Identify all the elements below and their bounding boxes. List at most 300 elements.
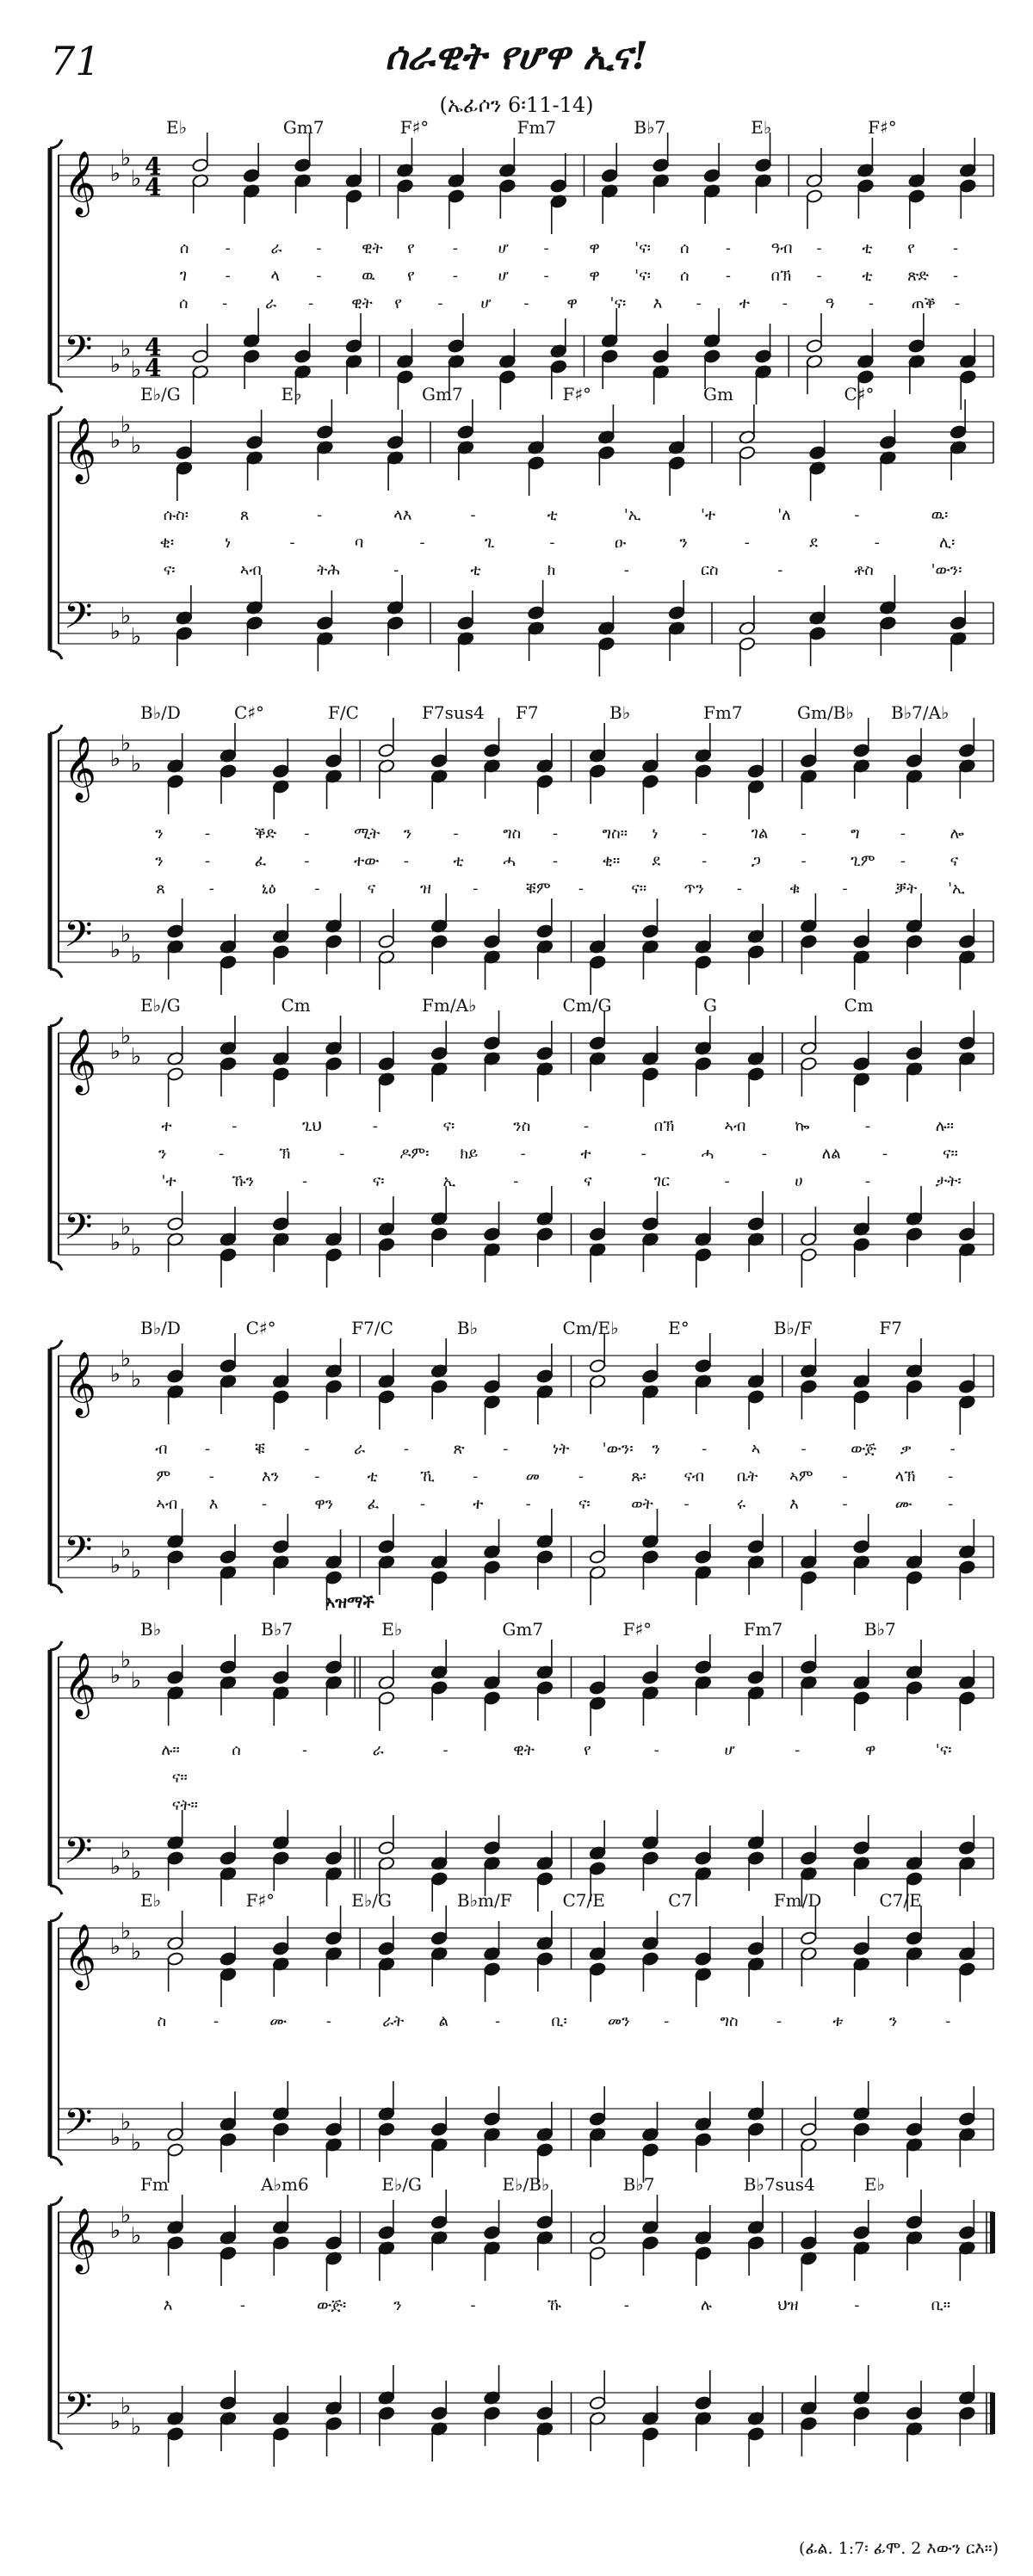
chord-symbol: C♯° bbox=[844, 384, 875, 405]
svg-text:♭: ♭ bbox=[121, 1838, 132, 1864]
lyric-syllable: - bbox=[314, 1467, 320, 1486]
lyric-syllable: ጊህ bbox=[302, 1117, 322, 1135]
lyric-syllable: - bbox=[325, 2012, 331, 2030]
chord-symbol: E° bbox=[668, 1318, 690, 1338]
svg-text:♭: ♭ bbox=[131, 1668, 142, 1694]
lyric-syllable: - bbox=[262, 1495, 268, 1513]
chord-symbol: E♭ bbox=[166, 117, 188, 138]
lyric-syllable: - bbox=[816, 267, 822, 285]
svg-text:♭: ♭ bbox=[121, 922, 132, 948]
lyric-syllable: እን bbox=[262, 1467, 280, 1486]
lyric-syllable: ቢ። bbox=[931, 2296, 951, 2314]
lyric-syllable: ና። bbox=[171, 1769, 188, 1787]
lyric-syllable: - bbox=[702, 852, 708, 870]
chord-symbol: Fm7 bbox=[516, 117, 557, 138]
lyric-syllable: ንስ bbox=[513, 1117, 531, 1135]
lyric-syllable: ነት bbox=[552, 1440, 570, 1458]
chord-symbol: F7sus4 bbox=[422, 702, 485, 723]
chord-symbol: Gm7 bbox=[422, 384, 463, 405]
chord-symbol: Cm/G bbox=[562, 995, 612, 1016]
lyric-syllable: - bbox=[725, 239, 731, 257]
lyric-syllable: - bbox=[543, 239, 549, 257]
lyric-syllable: - bbox=[289, 534, 295, 552]
lyric-syllable: የ bbox=[394, 294, 403, 312]
lyric-syllable: - bbox=[640, 1145, 646, 1163]
lyric-syllable: - bbox=[520, 1145, 526, 1163]
lyric-syllable: - bbox=[874, 534, 880, 552]
lyric-syllable: ና። bbox=[942, 1145, 958, 1163]
lyric-syllable: ዋ bbox=[589, 239, 600, 257]
lyric-syllable: ሆ bbox=[498, 267, 509, 285]
svg-text:♭: ♭ bbox=[131, 2223, 142, 2249]
chord-symbol: B♭7 bbox=[622, 2174, 655, 2195]
svg-text:♭: ♭ bbox=[121, 412, 132, 438]
lyric-syllable: ደ bbox=[809, 534, 819, 552]
svg-text:♭: ♭ bbox=[131, 357, 142, 383]
lyric-syllable: ሆ bbox=[724, 1741, 735, 1759]
svg-text:𝄞: 𝄞 bbox=[64, 1924, 96, 1988]
lyric-syllable: ጸ bbox=[239, 506, 250, 524]
svg-text:♭: ♭ bbox=[121, 2394, 132, 2419]
lyric-syllable: ዋ bbox=[589, 267, 600, 285]
lyric-syllable: - bbox=[453, 825, 459, 843]
lyric-syllable: - bbox=[525, 1495, 531, 1513]
lyric-syllable: 'ተ bbox=[701, 506, 716, 524]
svg-text:4: 4 bbox=[145, 333, 162, 361]
lyric-syllable: ፈ bbox=[367, 1495, 380, 1513]
svg-text:𝄞: 𝄞 bbox=[64, 737, 96, 800]
lyric-syllable: ዋ bbox=[566, 294, 578, 312]
lyric-syllable: 'ና፡ bbox=[935, 1741, 952, 1759]
chord-symbol: B♭/D bbox=[140, 702, 181, 723]
lyric-syllable: ኹን bbox=[232, 1172, 255, 1190]
lyric-syllable: ኢ bbox=[442, 1172, 456, 1190]
lyric-syllable: ጊም bbox=[851, 852, 875, 870]
lyric-syllable: ታት፡ bbox=[935, 1172, 962, 1190]
lyric-syllable: ጊ bbox=[484, 534, 495, 552]
score-system bbox=[43, 117, 1000, 383]
lyric-syllable: ጽ bbox=[453, 1440, 465, 1458]
chord-symbol: F7 bbox=[516, 702, 539, 723]
svg-text:♭: ♭ bbox=[121, 337, 132, 362]
score-system bbox=[43, 1890, 1000, 2156]
chord-symbol: F♯° bbox=[399, 117, 430, 138]
lyric-syllable: ቲ bbox=[470, 561, 481, 579]
chord-symbol: Gm bbox=[703, 384, 733, 405]
chord-symbol: Cm/E♭ bbox=[562, 1318, 619, 1338]
lyric-syllable: - bbox=[304, 852, 310, 870]
chord-symbol: B♭m/F bbox=[456, 1890, 512, 1911]
lyric-syllable: - bbox=[795, 1741, 801, 1759]
lyric-syllable: 'ውን፡ bbox=[602, 1440, 634, 1458]
chord-symbol: E♭ bbox=[281, 384, 302, 405]
lyric-syllable: ዊት bbox=[362, 239, 383, 257]
chord-symbol: Fm7 bbox=[703, 702, 743, 723]
lyric-syllable: - bbox=[653, 1741, 659, 1759]
lyric-syllable: የ bbox=[407, 239, 415, 257]
lyric-syllable: ቲ bbox=[367, 1467, 378, 1486]
chord-symbol: C♯° bbox=[245, 1318, 276, 1338]
svg-text:♭: ♭ bbox=[121, 2110, 132, 2135]
lyric-syllable: ዋን bbox=[314, 1495, 334, 1513]
lyric-syllable: - bbox=[702, 1440, 708, 1458]
lyric-syllable: - bbox=[473, 1467, 479, 1486]
svg-text:♭: ♭ bbox=[131, 433, 142, 459]
svg-text:♭: ♭ bbox=[131, 1235, 142, 1261]
lyric-syllable: - bbox=[949, 1440, 956, 1458]
chord-symbol: B♭/F bbox=[773, 1318, 813, 1338]
chord-symbol: B♭7sus4 bbox=[743, 2174, 815, 2195]
lyric-syllable: ዋ bbox=[865, 1741, 876, 1759]
lyric-syllable: ዝ bbox=[419, 880, 431, 898]
svg-text:♭: ♭ bbox=[110, 1039, 121, 1065]
lyric-syllable: ውጅ bbox=[851, 1440, 877, 1458]
lyric-syllable: ተ bbox=[580, 1145, 591, 1163]
lyric-syllable: - bbox=[953, 239, 959, 257]
svg-text:♭: ♭ bbox=[131, 942, 142, 968]
lyric-syllable: ሰ bbox=[179, 294, 189, 312]
lyric-syllable: እ bbox=[208, 1495, 219, 1513]
svg-text:♭: ♭ bbox=[121, 731, 132, 757]
lyric-syllable: - bbox=[623, 2296, 629, 2314]
lyric-syllable: - bbox=[664, 2012, 670, 2030]
lyric-syllable: - bbox=[225, 239, 231, 257]
lyric-syllable: - bbox=[222, 294, 228, 312]
lyric-syllable: ነ bbox=[652, 825, 659, 843]
lyric-syllable: - bbox=[776, 2012, 782, 2030]
lyric-syllable: - bbox=[452, 267, 458, 285]
lyric-syllable: - bbox=[205, 825, 211, 843]
lyric-syllable: - bbox=[801, 825, 807, 843]
svg-text:♭: ♭ bbox=[110, 1934, 121, 1960]
chord-symbol: B♭7 bbox=[863, 1619, 896, 1640]
lyric-syllable: ቤት bbox=[736, 1467, 758, 1486]
lyric-syllable: - bbox=[304, 1440, 310, 1458]
lyric-syllable: ኣብ bbox=[724, 1117, 746, 1135]
lyric-syllable: 'ለ bbox=[777, 506, 791, 524]
lyric-syllable: - bbox=[419, 1495, 426, 1513]
lyric-syllable: ኺ bbox=[419, 1467, 435, 1486]
lyric-syllable: ሉ። bbox=[935, 1117, 955, 1135]
lyric-syllable: ና bbox=[367, 880, 376, 898]
lyric-syllable: ቂ። bbox=[602, 852, 621, 870]
lyric-syllable: ቱ bbox=[832, 2012, 844, 2030]
svg-text:𝄞: 𝄞 bbox=[64, 2208, 96, 2272]
lyric-syllable: 'ና፡ bbox=[634, 239, 651, 257]
svg-text:♭: ♭ bbox=[110, 1663, 121, 1689]
score-system bbox=[43, 384, 1000, 650]
lyric-syllable: ቲ bbox=[862, 239, 873, 257]
svg-text:♭: ♭ bbox=[131, 1044, 142, 1070]
lyric-syllable: ም bbox=[156, 1467, 171, 1486]
lyric-syllable: ን bbox=[155, 852, 164, 870]
lyric-syllable: ቃ bbox=[900, 1440, 912, 1458]
svg-text:𝄢: 𝄢 bbox=[64, 328, 93, 380]
lyric-syllable: ኣብ bbox=[156, 1495, 178, 1513]
chord-symbol: F7/C bbox=[351, 1318, 393, 1338]
lyric-syllable: ን bbox=[158, 1145, 167, 1163]
chord-symbol: B♭7/A♭ bbox=[891, 702, 949, 723]
lyric-syllable: ተው bbox=[354, 852, 380, 870]
svg-text:♭: ♭ bbox=[121, 1537, 132, 1563]
svg-text:𝄞: 𝄞 bbox=[64, 151, 96, 215]
lyric-syllable: ገ bbox=[179, 267, 188, 285]
lyric-syllable: - bbox=[552, 852, 559, 870]
lyric-syllable: - bbox=[543, 267, 549, 285]
chord-symbol: Gm7 bbox=[282, 117, 325, 138]
lyric-syllable: ገር bbox=[653, 1172, 670, 1190]
lyric-syllable: 'ተ bbox=[161, 1172, 176, 1190]
lyric-syllable: ተ bbox=[739, 294, 750, 312]
chord-symbol: Fm/D bbox=[773, 1890, 822, 1911]
lyric-syllable: ን bbox=[888, 2012, 898, 2030]
lyric-syllable: ሆ bbox=[480, 294, 492, 312]
lyric-syllable: እ bbox=[653, 294, 663, 312]
lyric-syllable: - bbox=[578, 880, 584, 898]
svg-text:♭: ♭ bbox=[131, 751, 142, 777]
lyric-syllable: - bbox=[724, 1172, 730, 1190]
lyric-syllable: - bbox=[513, 1172, 519, 1190]
lyric-syllable: - bbox=[801, 1440, 807, 1458]
hymn-number: 71 bbox=[50, 38, 101, 84]
lyric-syllable: እ bbox=[163, 2296, 173, 2314]
lyric-syllable: ኹ bbox=[547, 2296, 561, 2314]
lyric-syllable: - bbox=[684, 1495, 690, 1513]
lyric-syllable: ሰ bbox=[680, 267, 690, 285]
lyric-syllable: መ bbox=[525, 1467, 540, 1486]
svg-text:♭: ♭ bbox=[131, 1367, 142, 1393]
hymn-title: ሰራዊት የሆዋ ኢና! bbox=[385, 34, 648, 78]
lyric-syllable: ቓት bbox=[894, 880, 918, 898]
svg-text:♭: ♭ bbox=[131, 1558, 142, 1584]
svg-text:𝄞: 𝄞 bbox=[64, 1352, 96, 1416]
lyric-syllable: ጽድ bbox=[907, 267, 929, 285]
lyric-syllable: - bbox=[316, 239, 322, 257]
chord-symbol: C7/E bbox=[562, 1890, 605, 1911]
lyric-syllable: ና፡ bbox=[442, 1117, 455, 1135]
chord-symbol: B♭ bbox=[140, 1619, 162, 1640]
chord-symbol: B♭ bbox=[456, 1318, 479, 1338]
lyric-syllable: ግስ bbox=[720, 2012, 739, 2030]
chord-symbol: C7/E bbox=[879, 1890, 922, 1911]
lyric-syllable: 'ና፡ bbox=[634, 267, 651, 285]
svg-text:♭: ♭ bbox=[110, 1854, 121, 1880]
chord-symbol: E♭/G bbox=[140, 995, 181, 1016]
chord-symbol: E♭ bbox=[751, 117, 772, 138]
chord-symbol: B♭ bbox=[609, 702, 631, 723]
lyric-syllable: - bbox=[953, 267, 959, 285]
svg-text:𝄢: 𝄢 bbox=[64, 913, 93, 965]
svg-text:♭: ♭ bbox=[131, 166, 142, 192]
lyric-syllable: - bbox=[372, 1117, 378, 1135]
svg-text:♭: ♭ bbox=[110, 746, 121, 772]
lyric-syllable: - bbox=[239, 2296, 246, 2314]
svg-text:♭: ♭ bbox=[110, 161, 121, 187]
chord-symbol: Cm bbox=[281, 995, 311, 1016]
svg-text:♭: ♭ bbox=[131, 624, 142, 650]
lyric-syllable: ን bbox=[155, 825, 164, 843]
lyric-syllable: - bbox=[696, 294, 702, 312]
svg-text:4: 4 bbox=[145, 152, 162, 181]
chord-symbol: Fm/A♭ bbox=[422, 995, 477, 1016]
lyric-syllable: - bbox=[816, 239, 822, 257]
lyric-syllable: - bbox=[302, 1741, 308, 1759]
chord-symbol: F♯° bbox=[622, 1619, 653, 1640]
lyric-syllable: ኣ bbox=[751, 1440, 761, 1458]
svg-text:♭: ♭ bbox=[121, 603, 132, 629]
lyric-syllable: - bbox=[744, 534, 750, 552]
lyric-syllable: - bbox=[304, 825, 310, 843]
svg-text:♭: ♭ bbox=[131, 2414, 142, 2440]
lyric-syllable: ቑ bbox=[254, 1440, 266, 1458]
lyric-syllable: ዊት bbox=[351, 294, 373, 312]
chord-symbol: E♭ bbox=[140, 1890, 162, 1911]
lyric-syllable: የ bbox=[584, 1741, 591, 1759]
lyric-syllable: 'ኢ bbox=[623, 506, 641, 524]
chord-symbol: E♭ bbox=[863, 2174, 885, 2195]
lyric-syllable: ሩ bbox=[736, 1495, 746, 1513]
lyric-syllable: - bbox=[842, 1495, 848, 1513]
lyric-syllable: ሓ bbox=[503, 852, 516, 870]
lyric-syllable: ናብ bbox=[684, 1467, 705, 1486]
chord-symbol: B♭/D bbox=[140, 1318, 181, 1338]
svg-text:𝄞: 𝄞 bbox=[64, 1653, 96, 1717]
lyric-syllable: - bbox=[549, 534, 555, 552]
lyric-syllable: ሓ bbox=[701, 1145, 714, 1163]
lyric-syllable: ኽ bbox=[279, 1145, 291, 1163]
lyric-syllable: ዑ bbox=[614, 534, 627, 552]
lyric-syllable: - bbox=[208, 880, 214, 898]
lyric-syllable: ቲ bbox=[862, 267, 873, 285]
lyric-syllable: ትሕ bbox=[317, 561, 340, 579]
lyric-syllable: ሰ bbox=[680, 239, 690, 257]
lyric-syllable: ቕድ bbox=[254, 825, 277, 843]
lyric-syllable: - bbox=[339, 1145, 345, 1163]
lyric-syllable: - bbox=[702, 825, 708, 843]
svg-text:4: 4 bbox=[145, 354, 162, 382]
lyric-syllable: - bbox=[842, 880, 848, 898]
svg-text:♭: ♭ bbox=[121, 1647, 132, 1673]
svg-text:♭: ♭ bbox=[131, 1939, 142, 1965]
lyric-syllable: ባ bbox=[355, 534, 364, 552]
lyric-syllable: ግ bbox=[851, 825, 860, 843]
lyric-syllable: ቲ bbox=[547, 506, 558, 524]
svg-text:♭: ♭ bbox=[110, 1553, 121, 1578]
scripture-reference: (ኤፊሶን 6፡11-14) bbox=[439, 93, 594, 117]
lyric-syllable: ክይ bbox=[460, 1145, 479, 1163]
lyric-syllable: - bbox=[868, 294, 874, 312]
section-label: ኣዝማች bbox=[325, 1593, 374, 1612]
lyric-syllable: - bbox=[736, 880, 742, 898]
lyric-syllable: ህዝ bbox=[777, 2296, 799, 2314]
lyric-syllable: ግስ bbox=[503, 825, 522, 843]
lyric-syllable: ሰ bbox=[232, 1741, 241, 1759]
lyric-syllable: ጠቕ bbox=[911, 294, 936, 312]
lyric-syllable: ላ bbox=[270, 267, 280, 285]
svg-text:♭: ♭ bbox=[110, 2409, 121, 2435]
lyric-syllable: - bbox=[437, 294, 443, 312]
chord-symbol: F7 bbox=[879, 1318, 902, 1338]
lyric-syllable: ራት bbox=[382, 2012, 405, 2030]
svg-text:♭: ♭ bbox=[110, 619, 121, 645]
lyric-syllable: ወት bbox=[631, 1495, 653, 1513]
lyric-syllable: ራ bbox=[265, 294, 277, 312]
lyric-syllable: ዓብ bbox=[770, 239, 793, 257]
lyric-syllable: ብ bbox=[155, 1440, 168, 1458]
lyric-syllable: ጋ bbox=[751, 852, 761, 870]
lyric-syllable: - bbox=[205, 1440, 211, 1458]
lyric-syllable: ጥን bbox=[684, 880, 704, 898]
svg-text:♭: ♭ bbox=[131, 2130, 142, 2156]
svg-text:♭: ♭ bbox=[110, 352, 121, 378]
lyric-syllable: ኒዕ bbox=[262, 880, 276, 898]
lyric-syllable: ነ bbox=[225, 534, 232, 552]
chord-symbol: F♯° bbox=[868, 117, 897, 138]
lyric-syllable: - bbox=[854, 506, 860, 524]
lyric-syllable: 'ና፡ bbox=[609, 294, 627, 312]
svg-text:♭: ♭ bbox=[110, 428, 121, 454]
lyric-syllable: - bbox=[782, 294, 788, 312]
lyric-syllable: - bbox=[865, 1117, 871, 1135]
lyric-syllable: ሆ bbox=[498, 239, 509, 257]
lyric-syllable: 'ውን፡ bbox=[931, 561, 962, 579]
lyric-syllable: በኽ bbox=[653, 1117, 675, 1135]
chord-symbol: G bbox=[703, 995, 717, 1016]
lyric-syllable: ግስ። bbox=[602, 825, 628, 843]
lyric-syllable: - bbox=[302, 1172, 308, 1190]
lyric-syllable: - bbox=[205, 852, 211, 870]
chord-symbol: Fm7 bbox=[743, 1619, 783, 1640]
lyric-syllable: - bbox=[945, 2012, 951, 2030]
lyric-syllable: ራ bbox=[270, 239, 282, 257]
lyric-syllable: ን bbox=[652, 1440, 660, 1458]
lyric-syllable: ሰ bbox=[179, 239, 189, 257]
lyric-syllable: ደ bbox=[652, 852, 661, 870]
lyric-syllable: ራ bbox=[354, 1440, 366, 1458]
chord-symbol: F♯° bbox=[562, 384, 592, 405]
footer-reference: (ፊል. 1:7፡ ፊሞ. 2 እውን ርእ።) bbox=[799, 2539, 999, 2558]
lyric-syllable: - bbox=[503, 1440, 509, 1458]
svg-text:♭: ♭ bbox=[110, 1362, 121, 1387]
svg-text:𝄢: 𝄢 bbox=[64, 2385, 93, 2437]
lyric-syllable: ፈ bbox=[254, 852, 267, 870]
lyric-syllable: - bbox=[900, 825, 906, 843]
lyric-syllable: ላእ bbox=[393, 506, 412, 524]
lyric-syllable: ሙ bbox=[269, 2012, 288, 2030]
lyric-syllable: - bbox=[225, 267, 231, 285]
lyric-syllable: - bbox=[403, 1440, 409, 1458]
chord-symbol: F♯° bbox=[245, 1890, 275, 1911]
lyric-syllable: - bbox=[552, 825, 559, 843]
chord-symbol: Gm7 bbox=[502, 1619, 544, 1640]
chord-symbol: B♭7 bbox=[634, 117, 666, 138]
svg-text:♭: ♭ bbox=[110, 2125, 121, 2151]
lyric-syllable: ና bbox=[584, 1172, 592, 1190]
chord-symbol: C7 bbox=[668, 1890, 693, 1911]
lyric-syllable: - bbox=[213, 2012, 220, 2030]
lyric-syllable: - bbox=[954, 294, 961, 312]
svg-text:♭: ♭ bbox=[121, 1023, 132, 1049]
lyric-syllable: ሎ bbox=[949, 825, 964, 843]
lyric-syllable: - bbox=[470, 2296, 476, 2314]
lyric-syllable: ና፡ bbox=[163, 561, 176, 579]
lyric-syllable: ሙ bbox=[894, 1495, 912, 1513]
lyric-syllable: ኣም bbox=[789, 1467, 813, 1486]
score-system bbox=[43, 995, 1000, 1261]
lyric-syllable: የ bbox=[907, 239, 915, 257]
lyric-syllable: ዊት bbox=[513, 1741, 535, 1759]
svg-text:♭: ♭ bbox=[121, 1918, 132, 1944]
